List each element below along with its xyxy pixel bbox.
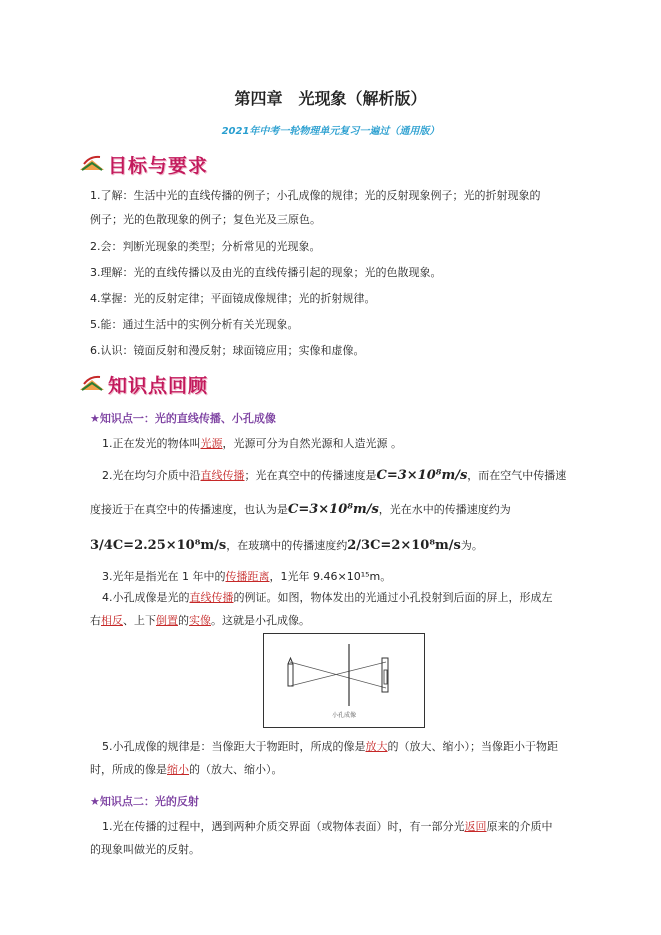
book-quill-icon xyxy=(78,374,106,394)
page-subtitle: 2021年中考一轮物理单元复习一遍过（通用版） xyxy=(221,126,440,137)
kp1-paragraph-2-line1: 2.光在均匀介质中沿直线传播；光在真空中的传播速度是C=3×10⁸m/s，而在空气中传播速 xyxy=(102,468,567,483)
kp2-paragraph-1-line1: 1.光在传播的过程中，遇到两种介质交界面（或物体表面）时，有一部分光返回原来的介质中 xyxy=(102,820,553,833)
kp1-paragraph-5-line2: 时，所成的像是缩小的（放大、缩小）。 xyxy=(90,763,283,776)
goal-item: 2.会：判断光现象的类型；分析常见的光现象。 xyxy=(90,240,321,253)
kp1-paragraph-4-line2: 右相反、上下倒置的实像。这就是小孔成像。 xyxy=(90,614,310,627)
kp1-paragraph-3: 3.光年是指光在 1 年中的传播距离，1光年 9.46×10¹⁵m。 xyxy=(102,570,392,583)
section-knowledge-heading xyxy=(78,370,208,398)
kp2-paragraph-1-line2: 的现象叫做光的反射。 xyxy=(90,843,200,856)
knowledge-point-heading: ★知识点一：光的直线传播、小孔成像 xyxy=(90,412,276,425)
section-goals-heading xyxy=(78,150,208,178)
goal-item: 4.掌握：光的反射定律；平面镜成像规律；光的折射规律。 xyxy=(90,292,376,305)
goal-item: 6.认识：镜面反射和漫反射；球面镜应用；实像和虚像。 xyxy=(90,344,365,357)
page-title: 第四章 光现象（解析版） xyxy=(234,89,427,108)
kp1-paragraph-5-line1: 5.小孔成像的规律是：当像距大于物距时，所成的像是放大的（放大、缩小）；当像距小于物距 xyxy=(102,740,558,753)
kp1-paragraph-2-line2: 度接近于在真空中的传播速度，也认为是C=3×10⁸m/s，光在水中的传播速度约为 xyxy=(90,502,511,517)
goal-item: 1.了解：生活中光的直线传播的例子；小孔成像的规律；光的反射现象例子；光的折射现象的 例子；光的色散现象的例子；复色光及三原色。 xyxy=(90,189,541,226)
section-goals-title: 目标与要求 xyxy=(108,154,209,177)
book-quill-icon xyxy=(78,154,106,174)
kp1-paragraph-2-line3: 3/4C=2.25×10⁸m/s，在玻璃中的传播速度约2/3C=2×10⁸m/s为。 xyxy=(90,538,483,553)
pinhole-camera-figure xyxy=(263,633,425,728)
goal-item: 3.理解：光的直线传播以及由光的直线传播引起的现象；光的色散现象。 xyxy=(90,266,442,279)
goal-item: 5.能：通过生活中的实例分析有关光现象。 xyxy=(90,318,299,331)
kp1-paragraph-1: 1.正在发光的物体叫光源，光源可分为自然光源和人造光源 。 xyxy=(102,437,402,450)
kp1-paragraph-4-line1: 4.小孔成像是光的直线传播的例证。如图，物体发出的光通过小孔投射到后面的屏上，形成左 xyxy=(102,591,553,604)
section-knowledge-title: 知识点回顾 xyxy=(108,374,209,397)
knowledge-point-heading: ★知识点二：光的反射 xyxy=(90,795,199,808)
figure-caption: 小孔成像 xyxy=(331,712,356,719)
